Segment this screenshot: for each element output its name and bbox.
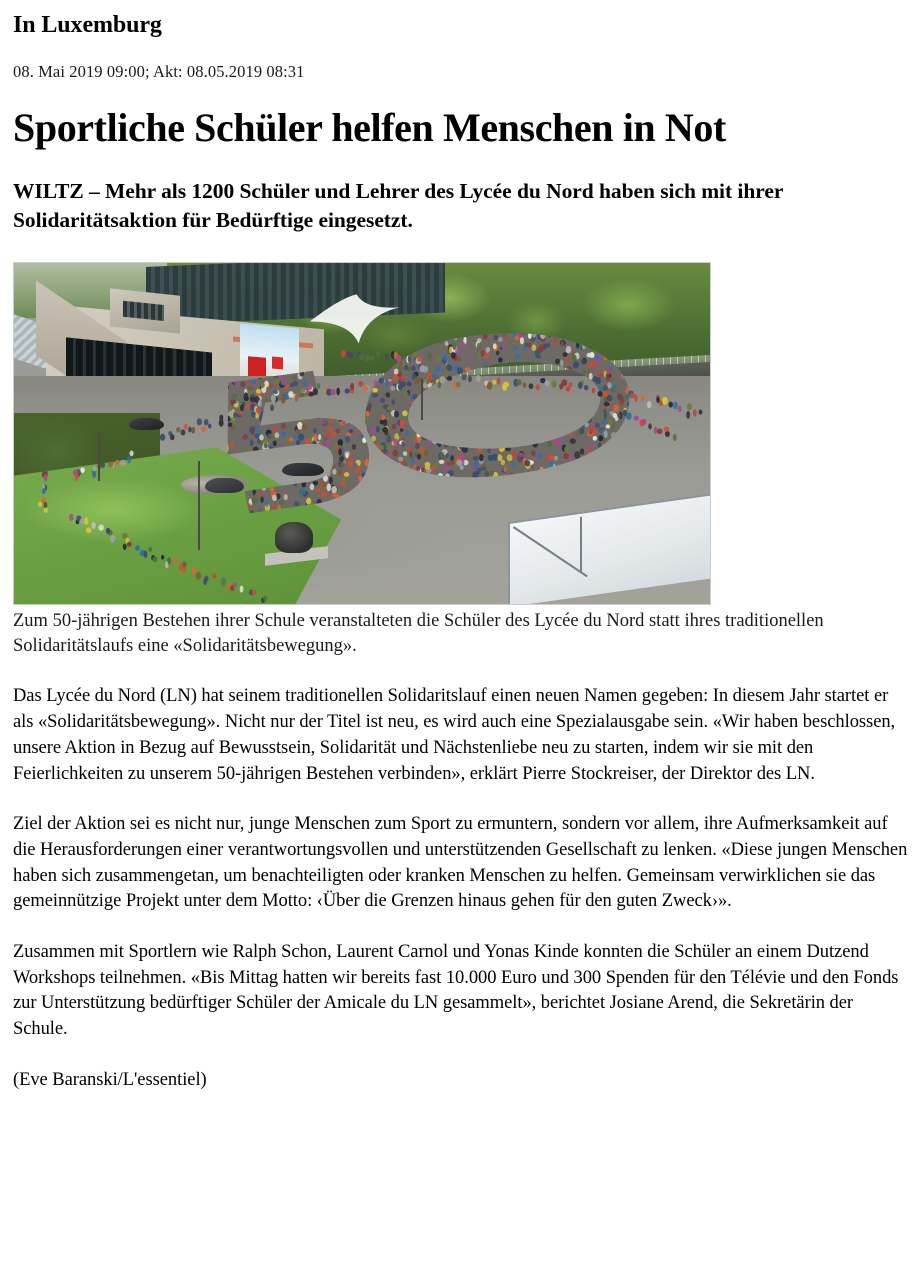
- photo-parked-car: [129, 418, 164, 430]
- crowd-digit-zero: [341, 309, 665, 510]
- body-paragraph: Das Lycée du Nord (LN) hat seinem traditionellen Solidaritslauf einen neuen Namen gegeben: In diesem Jahr startet er als «Solidaritätsbewegung». Nicht nur der Titel ist neu, es wird auch eine Spezialausgabe sein. «Wir haben beschlossen, unsere Aktion in Bezug auf Bewusstsein, Solidarität und Nächstenliebe neu zu starten, indem wir sie mit den Feierlichkeiten zu unserem 50-jährigen Bestehen verbinden», erklärt Pierre Stockreiser, der Direktor des LN.: [13, 686, 896, 784]
- article-kicker: In Luxemburg: [13, 12, 162, 38]
- photo-lamp-post: [421, 379, 423, 420]
- photo-parked-car: [282, 463, 324, 477]
- article-lead: WILTZ – Mehr als 1200 Schüler und Lehrer des Lycée du Nord haben sich mit ihrer Solidaritätsaktion für Bedürftige eingesetzt.: [13, 178, 783, 233]
- page-title: Sportliche Schüler helfen Menschen in Not: [13, 105, 726, 151]
- photo-parked-car: [205, 478, 243, 493]
- photo-lamp-post: [198, 461, 200, 550]
- article-photo: [13, 262, 711, 605]
- photo-roof-strut: [581, 517, 583, 573]
- article-figure: [13, 262, 824, 658]
- body-paragraph: Zusammen mit Sportlern wie Ralph Schon, Laurent Carnol und Yonas Kinde konnten die Schüler an einem Dutzend Workshops teilnehmen. «Bis Mittag hatten wir bereits fast 10.000 Euro und 300 Spenden für den Télévie und den Fonds zur Unterstützung bedürftiger Schüler der Amicale du LN gesammelt», berichtet Josiane Arend, die Sekretärin der Schule.: [13, 942, 899, 1040]
- photo-lamp-post: [98, 434, 100, 482]
- article-credit: (Eve Baranski/L'essentiel): [13, 1069, 207, 1090]
- body-paragraph: Ziel der Aktion sei es nicht nur, junge Menschen zum Sport zu ermuntern, sondern vor allem, ihre Aufmerksamkeit auf die Herausforderungen einer verantwortungsvollen und unterstützenden Gesellschaft zu lenken. «Diese jungen Menschen haben sich zusammengetan, um benachteiligten oder kranken Menschen zu helfen. Gemeinsam verwirklichen sie das gemeinnützige Projekt unter dem Motto: ‹Über die Grenzen hinaus gehen für den guten Zweck›».: [13, 814, 908, 912]
- photo-roof-strut: [513, 527, 588, 578]
- article-body: [13, 684, 908, 1093]
- figure-caption: Zum 50-jährigen Bestehen ihrer Schule veranstalteten die Schüler des Lycée du Nord statt ihres traditionellen Solidaritätslaufs eine «Solidaritätsbewegung».: [13, 611, 824, 656]
- article-dateline: 08. Mai 2019 09:00; Akt: 08.05.2019 08:31: [13, 61, 305, 81]
